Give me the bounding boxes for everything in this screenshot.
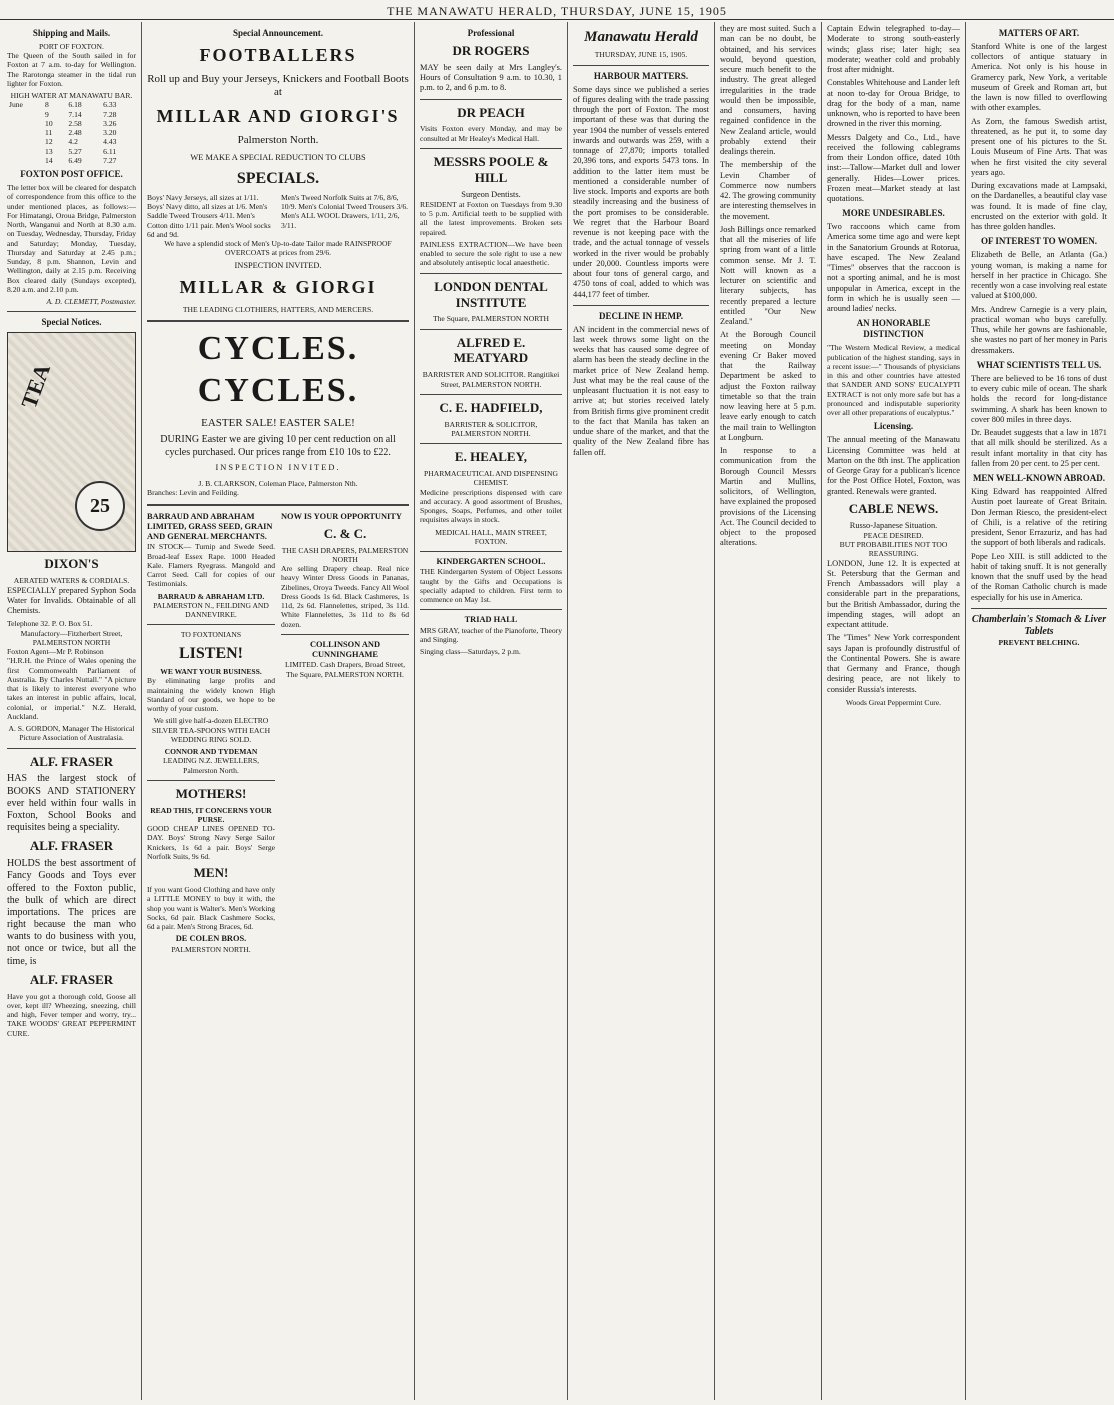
kindergarten-text: THE Kindergarten System of Object Lessons taught by the Gifts and Occupations is specially adapted to children. First term to commence on May 1st. [420,567,562,605]
fraser-heading-2: ALF. FRASER [29,838,114,854]
hadfield-subtitle: BARRISTER & SOLICITOR, PALMERSTON NORTH. [444,419,538,438]
medical-hall-text: MEDICAL HALL, MAIN STREET, FOXTON. [435,527,547,546]
tide-title: HIGH WATER AT MANAWATU BAR. [10,91,133,101]
gordon-text: A. S. GORDON, Manager The Historical Picture Association of Australasia. [8,724,135,743]
table-row: 14 6.49 7.27 [45,155,117,165]
want-heading: WE WANT YOUR BUSINESS. [160,667,262,677]
clarkson-text: J. B. CLARKSON, Coleman Place, Palmerston Nth. [198,479,358,489]
dixon-text: ESPECIALLY prepared Syphon Soda Water for Invalids. Obtainable of all Chemists. [7,585,136,616]
special-announcement-title: Special Announcement. [232,28,323,38]
purse-text: We still give half-a-dozen ELECTRO SILVER TEA-SPOONS WITH EACH WEDDING RING SOLD. [151,716,271,744]
millar-heading-2: MILLAR & GIORGI [179,276,377,297]
cable-footer: Woods Great Peppermint Cure. [845,697,942,707]
hrh-text: "H.R.H. the Prince of Wales opening the first Commonwealth Parliament of Australia. By Charles Nuttall." "A picture that is likely to interest everyone who takes an interest in public affairs, local, colonial, or imperial." N.Z. Herald, Auckland. [7,656,136,721]
column-7 [966,22,1112,1400]
art-text-2: As Zorn, the famous Swedish artist, threatened, as he put it, to some day present one of his pictures to the St. Louis Museum of Fine Arts. That was when he first visited the city several years ago. [971,116,1107,177]
footballers-subtitle: Roll up and Buy your Jerseys, Knickers and Football Boots at [147,72,409,99]
dixon-phone: Telephone 32. P. O. Box 51. [7,619,93,629]
women-text-1: Elizabeth de Belle, an Atlanta (Ga.) young woman, is making a name for herself in her practice in Chicago. She recently won a case involving real estate valued at $100,000. [971,250,1107,301]
science-text-1: There are believed to be 16 tons of dust to every cubic mile of ocean. The shark holds the record for long-distance swimming. A shark has been known to cover 800 miles in three days. [971,373,1107,424]
rogers-heading: DR ROGERS [452,42,530,58]
specials-left: Boys' Navy Jerseys, all sizes at 1/11. Boys' Navy ditto, all sizes at 1/6. Men's Saddle Tweed Trousers 4/11. Men's Cotton ditto 1/11 pair. Men's Wool socks 6d and 9d. [147,192,271,239]
table-row: 10 2.58 3.26 [45,118,117,128]
weather-text: Captain Edwin telegraphed to-day—Moderate to strong south-easterly winds; glass rise; later high; sea moderate; weather cold and probably frost after midnight. [827,24,960,74]
scientists-heading: WHAT SCIENTISTS TELL US. [976,359,1102,370]
tablets-subtitle: PREVENT BELCHING. [998,638,1080,648]
shipping-title: Shipping and Mails. [32,28,111,38]
licensing-text: The annual meeting of the Manawatu Licensing Committee was held at Marton on the 8th inst. The application of George Gray for a publican's licence for the Post Office Hotel, Foxton, was granted. Renewals were granted. [827,435,960,496]
palmerston-label: Palmerston North. [237,133,319,146]
dentists-label: Surgeon Dentists. [461,189,521,199]
cable-text-1: LONDON, June 12. It is expected at St. Petersburg that the German and French Ambassadors will play a considerable part in the preparations, but the British Ambassador, during the impending stages, will adopt an expectant attitude. [827,558,960,630]
singing-text: Singing class—Saturdays, 2 p.m. [420,647,521,657]
harbour-heading: HARBOUR MATTERS. [593,70,689,81]
port-text: The Queen of the South sailed in for Foxton at 7 a.m. to-day for Wellington. The Rarotonga steamer in the tidal run lighter for Foxton. [7,51,136,88]
fraser-text-2: HOLDS the best assortment of Fancy Goods and Toys ever offered to the Foxton public, the bulk of which are direct importations. The prices are right because the man who wants to do business with you, not once or twice, but all the time, is [7,858,136,967]
port-title: PORT OF FOXTON. [39,41,104,51]
column-2 [142,22,414,1400]
specials-right: Men's Tweed Norfolk Suits at 7/6, 8/6, 10/9. Men's Colonial Tweed Trousers 3/6. Men's ALL WOOL Drawers, 1/11, 2/6, 3/11. [281,192,409,230]
table-row: 11 2.48 3.20 [45,128,117,138]
dixon-title: DIXON'S [44,556,99,572]
table-row: 13 5.27 6.11 [45,146,117,156]
poole-text: RESIDENT at Foxton on Tuesdays from 9.30 to 5 p.m. Artificial teeth to be supplied with all the latest improvements. Broken sets repaired. [420,199,562,237]
decline-text: AN incident in the commercial news of last week throws some light on the weeks that has caused some degree of alarm has been the steady decline in the market price of New Zealand hemp. Just what may be the real cause of the unpleasant fluctuation it is not easy to arrive at; but stories received lately from British firms give prominent credit to the fact that Manila has taken an undue share of the market, and that the quality of the New Zealand fibre has fallen off. [573,324,709,457]
palmerston-label-2: PALMERSTON NORTH. [171,944,251,954]
honour-heading: AN HONORABLE DISTINCTION [856,318,931,340]
peace-heading: PEACE DESIRED. [863,530,924,540]
cable-heading: CABLE NEWS. [848,500,939,516]
cash-heading: C. & C. [323,525,367,541]
hadfield-heading: C. E. HADFIELD, [439,399,543,415]
clothiers-text: THE LEADING CLOTHIERS, HATTERS, AND MERCERS. [182,304,374,314]
men-abroad-heading: MEN WELL-KNOWN ABROAD. [972,473,1106,484]
peach-text: Visits Foxton every Monday, and may be consulted at Mr Healey's Medical Hall. [420,124,562,143]
cash-text: Are selling Drapery cheap. Real nice heavy Winter Dress Goods in Pananas, Zibelines, Oroya Tweeds. Fancy All Wool Dress Goods 1s 6d. Black Cashmeres, 1s 11d, 2s 6d. Flannelettes, striped, 3s 11d. White Flannelettes, 3s 11d to 8s 6d dozen. [281,564,409,629]
masthead: THE MANAWATU HERALD, THURSDAY, JUNE 15, 1905 [0,0,1114,20]
healey-text: Medicine prescriptions dispensed with care and accuracy. A good assortment of Brushes, Sponges, Soaps, Perfumes, and other toilet requisites always in stock. [420,487,562,525]
news-text-4: At the Borough Council meeting on Monday evening Cr Baker moved that the Railway Department be asked to adjust the Foxton railway timetable so that the train now leaving here at 5 p.m. leave early enough to catch the mail train to Wellington at Longburn. [720,330,816,442]
kindergarten-heading: KINDERGARTEN SCHOOL. [436,557,546,567]
dixon-subtitle: AERATED WATERS & CORDIALS. [13,576,130,586]
tide-table [7,100,136,165]
table-row: 12 4.2 4.43 [45,137,117,147]
fraser-heading-3: ALF. FRASER [29,971,114,987]
rogers-text: MAY be seen daily at Mrs Langley's. Hours of Consultation 9 a.m. to 10.30, 1 p.m. to 2, and 6 p.m. to 8. [420,62,562,93]
paper-title: Manawatu Herald [584,29,698,45]
undesirables-text: Two raccoons which came from America some time ago and were kept in the Sanatorium Grounds at Rotorua, have escaped. The New Zealand "Times" observes that the raccoon is not a sporting animal, and he is most unpopular in America, except in the form in which he is usually seen — around ladies' necks. [827,222,960,314]
harbour-text: Some days since we published a series of figures dealing with the trade passing through the port of Foxton. The most important of these was that during the year 1904 the number of vessels entered inwards and outwards was 259, with a tonnage of 27,870; imports totalled 20,396 tons, and exports 5473 tons. In addition to the latter item must be mentioned a considerable number of live stock. Imports and exports are both steadily increasing and the business of the port promises to be considerable. We regret that the Harbour Board revenue is not keeping pace with the trade, and the actual tonnage of vessels worked in the river would be probably under 20,000. Countless imports were about four tons of general cargo, and 4750 tons of coal, added to which was 444,177 feet of timber. [573,84,709,299]
honour-text: "The Western Medical Review, a medical publication of the highest standing, says in a recent issue:—" Thousands of physicians in this and other countries have attested that SANDER AND SONS' EUCALYPTI EXTRACT is not only more safe but has a pronounced and indisputable superiority over all other preparations of eucalyptus." [827,343,960,418]
triad-heading: TRIAD HALL [464,615,518,625]
tea-years-badge: 25 [75,481,125,531]
column-6 [822,22,965,1400]
inspection-text: INSPECTION INVITED. [215,462,341,472]
column-3 [415,22,567,1400]
news-text-1: they are most suited. Such a man can be no doubt, be obtained, and his services would, beyond question, secure much benefit to the industry. The great alleged irregularities in the trade would then be impossible, and consumers, having regained confidence in the New Zealand article, would probably extend their dealings therein. [720,24,816,156]
men-text: If you want Good Clothing and have only a LITTLE MONEY to buy it with, the shop you want is Walter's. Men's Working Socks, 6d pair. Black Cashmere Socks, 6d a pair. Men's Strong Braces, 6d. [147,885,275,932]
peach-heading: DR PEACH [457,104,525,120]
painless-text: PAINLESS EXTRACTION—We have been enabled to secure the sole right to use a new and absolutely antiseptic local anaesthetic. [420,239,562,268]
cycles-heading: CYCLES. CYCLES. [197,330,359,409]
women-text-2: Mrs. Andrew Carnegie is a very plain, practical woman who buys carefully. Thus, while her gowns are fashionable, she wastes no part of her money in Paris dressmakers. [971,304,1107,355]
tea-advertisement-image [7,332,136,552]
tablets-heading: Chamberlain's Stomach & Liver Tablets [971,613,1107,638]
opportunity-heading: NOW IS YOUR OPPORTUNITY [281,511,402,521]
dixon-address: Manufactory—Fitzherbert Street, PALMERSTON NORTH [20,628,123,647]
abroad-text-2: Pope Leo XIII. is still addicted to the habit of taking snuff. It is not generally known that the snuff used by the head of the Roman Catholic church is made especially for his use in America. [971,551,1107,602]
science-text-2: Dr. Beaudet suggests that a law in 1871 that all milk should be sterilized. As a result infant mortality in that city has fallen from 20 per cent. to 25 per cent. [971,428,1107,468]
healey-subtitle: PHARMACEUTICAL AND DISPENSING CHEMIST. [424,469,558,488]
gray-text: MRS GRAY, teacher of the Pianoforte, Theory and Singing. [420,625,563,644]
art-text-1: Stanford White is one of the largest collectors of antique statuary in America. Not only is his house in Gramercy park, New York, a veritable museum of Greek and Roman art, but the lawn is now filled to overflowing with other examples. [971,41,1107,113]
column-1 [2,22,141,1400]
meatyard-heading: ALFRED E. MEATYARD [453,334,529,366]
postmaster-signature: A. D. CLEMETT, Postmaster. [46,297,136,307]
licensing-heading: Licensing. [873,421,914,432]
specials-heading: SPECIALS. [236,170,320,188]
probabilities-heading: BUT PROBABILITIES NOT TOO REASSURING. [839,540,948,559]
barraud-heading: BARRAUD AND ABRAHAM LIMITED, GRASS SEED, GRAIN AND GENERAL MERCHANTS. [147,511,273,542]
easter-text: DURING Easter we are giving 10 per cent reduction on all cycles purchased. Our prices range from £10 10s to £22. [160,434,396,458]
column-4 [568,22,714,1400]
barraud-address: PALMERSTON N., FEILDING AND DANNEVIRKE. [153,600,269,620]
abroad-text-1: King Edward has reappointed Alfred Austin poet laureate of Great Britain. Don Jerman Riesco, the president-elect of Chili, is a relative of the retiring president, Senor Errazuriz, and has had the support of both liberals and radicals. [971,487,1107,548]
russo-heading: Russo-Japanese Situation. [849,520,938,530]
foxtonians-text: TO FOXTONIANS [180,630,242,640]
collinson-heading: COLLINSON AND CUNNINGHAME [309,639,381,660]
foxton-agent: Foxton Agent—Mr P. Robinson [7,647,104,657]
jewellers-text: LEADING N.Z. JEWELLERS, Palmerston North. [163,756,259,775]
professional-title: Professional [467,28,515,38]
listen-heading: LISTEN! [178,644,244,662]
healey-heading: E. HEALEY, [454,449,528,465]
square-text: The Square, PALMERSTON NORTH [433,314,549,324]
paper-date: THURSDAY, JUNE 15, 1905. [594,50,688,60]
news-text-2: The membership of the Levin Chamber of Commerce now numbers 42. The growing community are interesting themselves in the movement. [720,160,816,221]
fraser-text-1: HAS the largest stock of BOOKS AND STATIONERY ever held within four walls in Foxton, School Books and requisites being a speciality. [7,773,136,834]
raincoat-text: We have a splendid stock of Men's Up-to-date Tailor made RAINSPROOF OVERCOATS at prices from 29/6. [164,239,392,258]
undesirables-heading: MORE UNDESIRABLES. [842,208,945,219]
barraud-stock: IN STOCK— Turnip and Swede Seed. Broad-leaf Essex Rape. 1000 Headed Kale. Flamers Ryegrass. Mangold and Carrot Seed. Call for copies of our Testimonials. [147,542,275,589]
cable-text-2: The "Times" New York correspondent says Japan is profoundly distrustful of the Continental Powers. She is aware that Germany and France, though desiring peace, are not likely to consider Russia's interests. [827,633,960,694]
dalgety-text: Messrs Dalgety and Co., Ltd., have received the following cablegrams from their London office, dated 10th inst:—Tallow—Market dull and lower generally. Hides—Lower prices. Frozen meat—Market steady at last quotations. [827,132,960,203]
men-heading: MEN! [193,865,229,881]
post-office-title: FOXTON POST OFFICE. [20,169,123,180]
table-row: June 8 6.18 6.33 [9,100,117,110]
de-colen-heading: DE COLEN BROS. [175,934,247,944]
mothers-heading: MOTHERS! [175,785,247,801]
connor-heading: CONNOR AND TYDEMAN [164,747,258,757]
art-heading: MATTERS OF ART. [998,28,1080,38]
branches-text: Branches: Levin and Feilding. [147,488,239,498]
column-5 [715,22,821,1400]
collinson-subtitle: LIMITED. Cash Drapers, Broad Street, The Square, PALMERSTON NORTH. [285,660,405,679]
poole-heading: MESSRS POOLE & HILL [433,153,549,185]
millar-heading: MILLAR AND GIORGI'S [156,105,400,126]
decline-heading: DECLINE IN HEMP. [599,310,683,321]
footballers-heading: FOOTBALLERS [199,44,357,65]
news-text-3: Josh Billings once remarked that all the miseries of life spring from want of a little common sense. Mr J. T. Nott will known as a lecturer on scientific and literary subjects, has recently prepared a lecture entitled "Our New Zealand." [720,224,816,326]
table-row: 9 7.14 7.28 [45,109,117,119]
peppermint-cure-text: Have you got a thorough cold, Goose all over, kept ill? Wheezing, sneezing, chill and high, Fever temper and worry, try... TAKE WOODS' GREAT PEPPERMINT CURE. [7,991,136,1038]
news-text-5: In response to a communication from the Borough Council Messrs Martin and Mullins, solicitors, of Wellington, have explained the proposed provisions of the Licensing Act. The Council decided to object to the proposed alterations. [720,446,816,548]
barraud-heading-2: BARRAUD & ABRAHAM LTD. [157,591,265,601]
mothers-text: GOOD CHEAP LINES OPENED TO-DAY. Boys' Strong Navy Serge Sailor Knickers, 1s 6d a pair. Boys' Serge Norfolk Suits, 9s 6d. [147,824,275,861]
constables-text: Constables Whitehouse and Lander left at noon to-day for Oroua Bridge, to drag for the body of a man, name unknown, who is reported to have been drowned in the river this morning. [827,78,960,129]
mothers-subtitle: READ THIS, IT CONCERNS YOUR PURSE. [150,805,272,824]
meatyard-subtitle: BARRISTER AND SOLICITOR. Rangitikei Street, PALMERSTON NORTH. [422,370,560,389]
invited-text: INSPECTION INVITED. [234,260,322,270]
easter-sale: EASTER SALE! EASTER SALE! [201,417,355,429]
notices-title: Special Notices. [41,317,102,328]
fraser-heading-1: ALF. FRASER [29,753,114,769]
london-dental-heading: LONDON DENTAL INSTITUTE [434,278,548,310]
reduction-text: WE MAKE A SPECIAL REDUCTION TO CLUBS [190,153,366,163]
art-text-3: During excavations made at Lampsaki, on the Dardanelles, a beautiful clay vase was found. It is made of fine clay, encrusted on the exterior with gold. It has three golden handles. [971,181,1107,232]
women-heading: OF INTEREST TO WOMEN. [980,236,1098,247]
post-office-text: The letter box will be cleared for despatch of correspondence from this office to the under mentioned places, as follows:— For Himatangi, Oroua Bridge, Palmerston North, Wanganui and North at 8.30 a.m. on Tuesday, Wednesday, Thursday, Friday and Saturday; Monday, Tuesday, Thursday and Saturday at 2.45 p.m.; Sunday, 8 p.m. Shannon, Levin and Wellington, daily at 2.15 p.m. Receiving Box cleared daily (Sundays excepted), 8.20 a.m. and 2.10 p.m. [7,183,136,294]
cash-subtitle: THE CASH DRAPERS, PALMERSTON NORTH [281,545,409,564]
tea-label: TEA [16,360,55,412]
want-text: By eliminating large profits and maintaining the widely known High Standard of our goods, we hope to be worthy of your custom. [147,676,275,714]
